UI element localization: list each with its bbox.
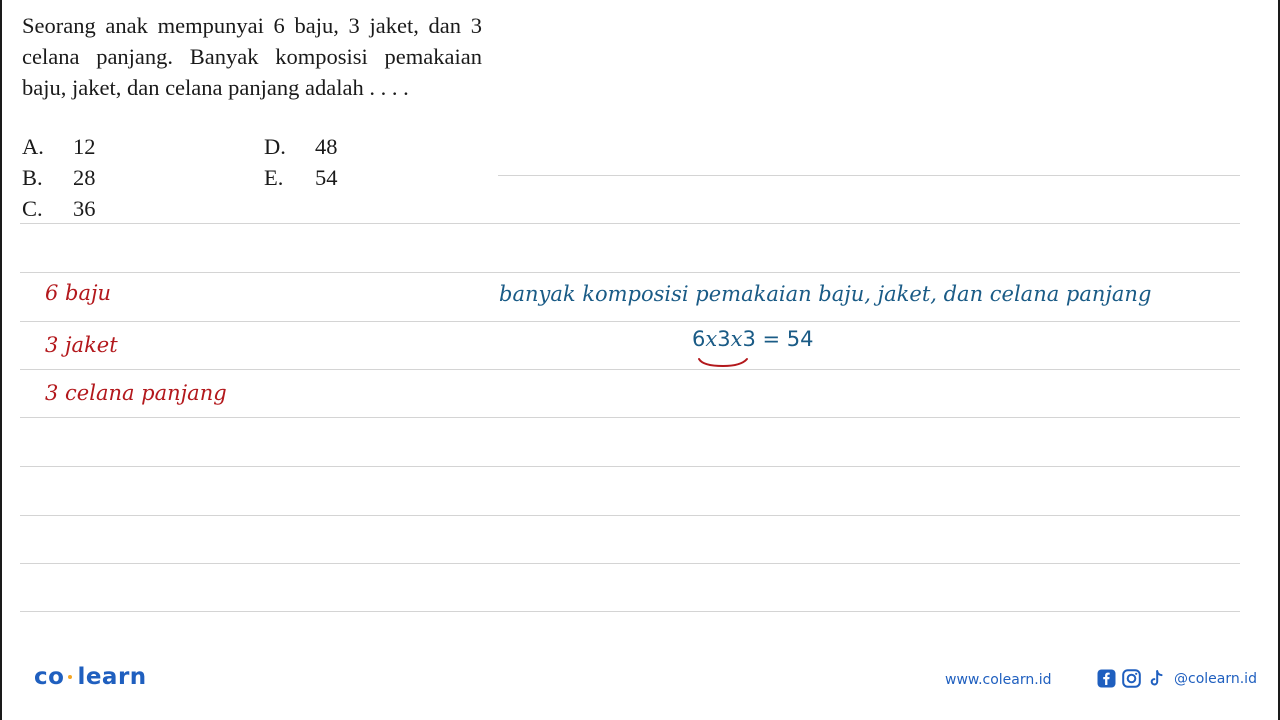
facebook-icon[interactable] xyxy=(1097,669,1116,688)
ruled-line xyxy=(20,417,1240,418)
equation-multiply-1: x xyxy=(705,327,718,351)
ruled-line xyxy=(20,223,1240,224)
ruled-line xyxy=(20,466,1240,467)
ruled-line xyxy=(20,563,1240,564)
ruled-line xyxy=(20,321,1240,322)
underline-brace xyxy=(697,356,749,370)
equation-result: 54 xyxy=(786,327,814,351)
note-baju: 6 baju xyxy=(45,281,112,305)
social-links xyxy=(1097,669,1257,688)
note-composition-title: banyak komposisi pemakaian baju, jaket, dan celana panjang xyxy=(499,282,1152,306)
website-link[interactable]: www.colearn.id xyxy=(945,672,1052,688)
brand-dot xyxy=(68,675,72,679)
option-b: B. 28 xyxy=(22,165,96,190)
equation-factor-3: 3 xyxy=(742,327,756,351)
question-text xyxy=(22,10,482,103)
ruled-line xyxy=(20,272,1240,273)
social-handle[interactable]: @colearn.id xyxy=(1174,670,1257,687)
equation-factor-1: 6 xyxy=(692,327,706,351)
equation-multiply-2: x xyxy=(730,327,743,351)
brand-learn: learn xyxy=(77,664,147,690)
option-d: D. 48 xyxy=(264,134,338,159)
note-jaket: 3 jaket xyxy=(45,333,118,357)
option-a: A. 12 xyxy=(22,134,96,159)
instagram-icon[interactable] xyxy=(1122,669,1141,688)
equation-equals: = xyxy=(762,327,781,351)
ruled-line xyxy=(498,175,1240,176)
option-e: E. 54 xyxy=(264,165,338,190)
tiktok-icon[interactable] xyxy=(1147,669,1166,688)
ruled-line xyxy=(20,611,1240,612)
colearn-logo xyxy=(34,664,147,690)
brand-co: co xyxy=(34,664,65,690)
ruled-line xyxy=(20,369,1240,370)
equation xyxy=(692,327,814,351)
ruled-line xyxy=(20,515,1240,516)
equation-factor-2: 3 xyxy=(717,327,731,351)
note-celana: 3 celana panjang xyxy=(45,381,227,405)
frame-left-edge xyxy=(0,0,2,720)
question-paragraph: Seorang anak mempunyai 6 baju, 3 jaket, dan 3 celana panjang. Banyak komposisi pemakaian baju, jaket, dan celana panjang adalah . . . . xyxy=(22,13,482,100)
option-c: C. 36 xyxy=(22,196,96,221)
